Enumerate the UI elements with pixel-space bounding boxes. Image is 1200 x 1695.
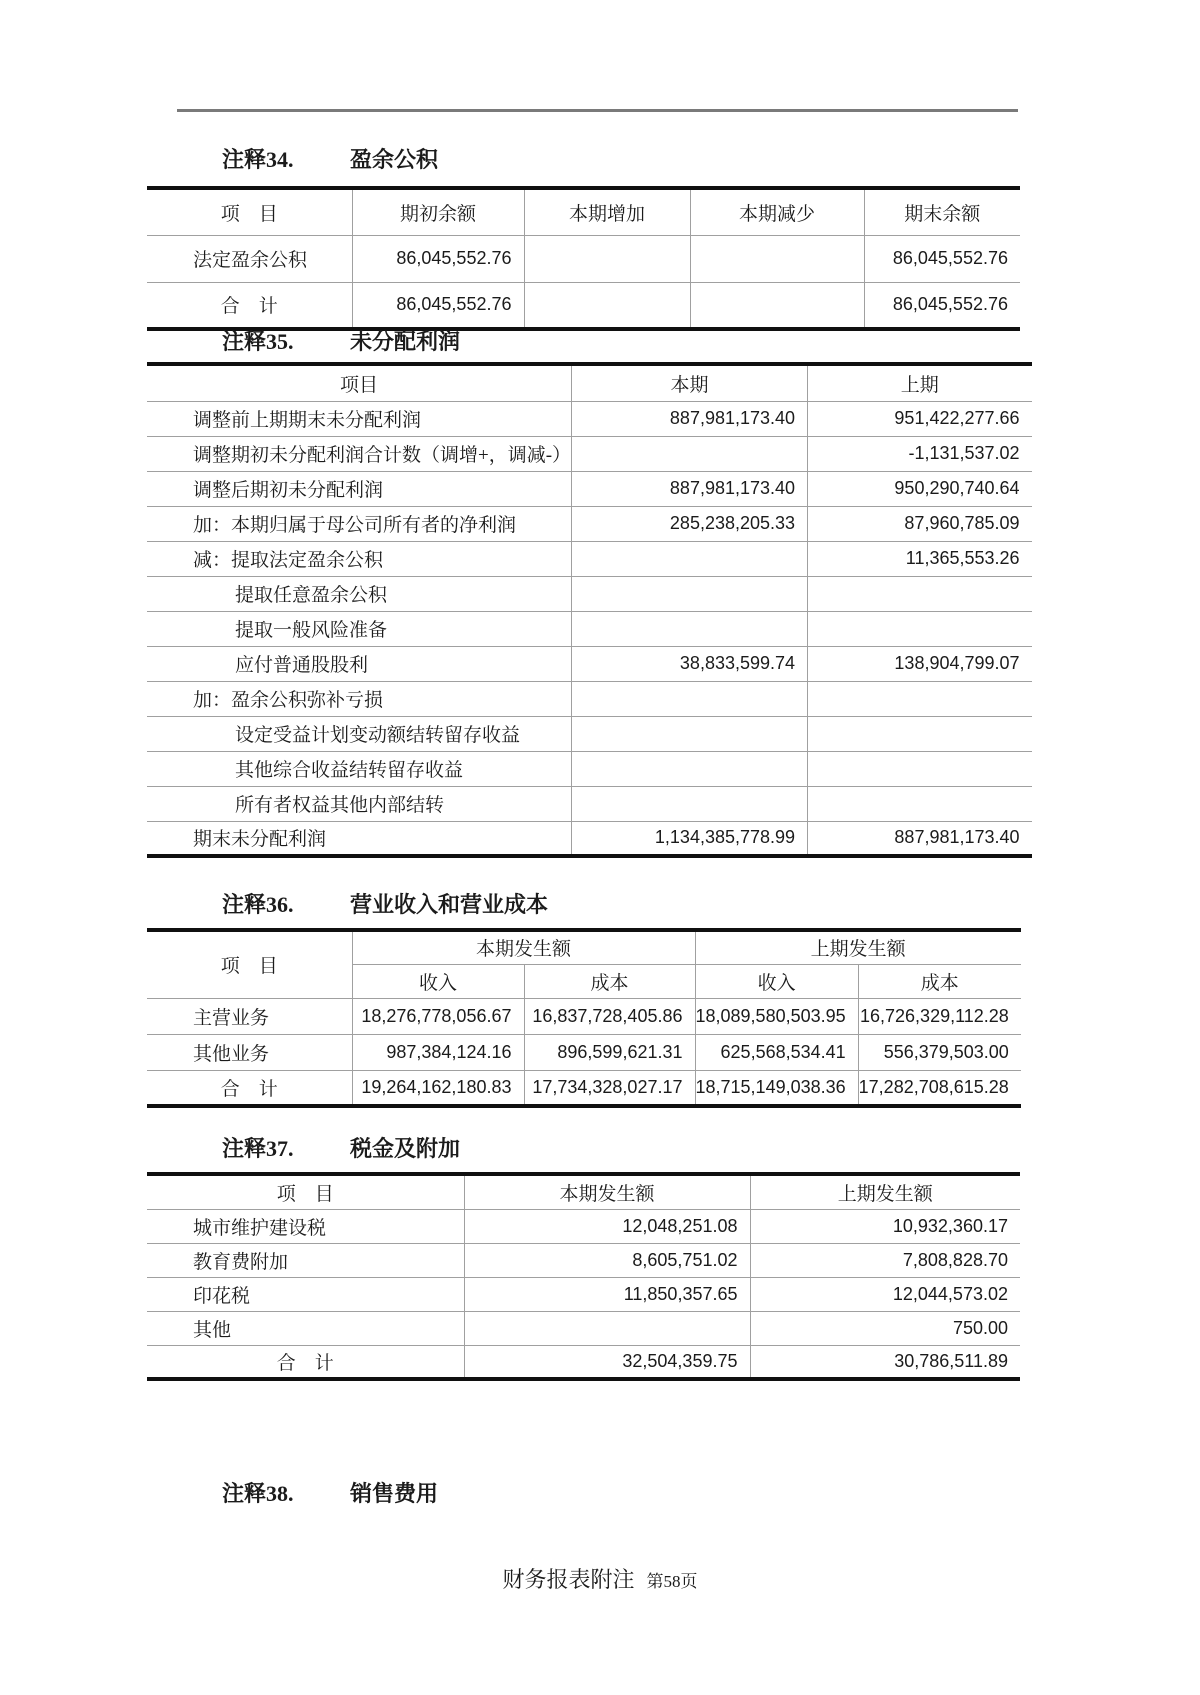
item-cell: 提取任意盈余公积	[147, 576, 572, 611]
header-cell: 本期发生额	[464, 1174, 750, 1209]
value-cell: 11,365,553.26	[808, 541, 1032, 576]
table-row	[147, 751, 1032, 786]
note37-table	[147, 1172, 1020, 1381]
heading-title: 销售费用	[350, 1481, 439, 1506]
note38-heading	[222, 1477, 438, 1508]
value-cell	[808, 751, 1032, 786]
value-cell: 887,981,173.40	[572, 471, 808, 506]
heading-number: 注释35.	[222, 329, 294, 354]
table-row	[147, 506, 1032, 541]
value-cell: 86,045,552.76	[864, 235, 1020, 282]
table-row	[147, 401, 1032, 436]
table-row	[147, 646, 1032, 681]
note36-heading	[222, 888, 548, 919]
value-cell: 11,850,357.65	[464, 1277, 750, 1311]
value-cell: 8,605,751.02	[464, 1243, 750, 1277]
table-row	[147, 1243, 1020, 1277]
value-cell: 86,045,552.76	[352, 235, 524, 282]
heading-title: 未分配利润	[350, 329, 461, 354]
value-cell: 87,960,785.09	[808, 506, 1032, 541]
table-row	[147, 541, 1032, 576]
value-cell: 10,932,360.17	[750, 1209, 1020, 1243]
header-cell: 项目	[147, 364, 572, 401]
note35-heading	[222, 325, 460, 356]
header-cell: 项 目	[147, 188, 352, 235]
value-cell	[808, 716, 1032, 751]
item-cell: 加：盈余公积弥补亏损	[147, 681, 572, 716]
item-cell: 其他综合收益结转留存收益	[147, 751, 572, 786]
value-cell: 17,282,708,615.28	[858, 1070, 1021, 1106]
value-cell: 750.00	[750, 1311, 1020, 1345]
item-cell: 教育费附加	[147, 1243, 464, 1277]
note34-table	[147, 186, 1020, 331]
table-row	[147, 576, 1032, 611]
table-row	[147, 1311, 1020, 1345]
header-cell: 期初余额	[352, 188, 524, 235]
value-cell: 7,808,828.70	[750, 1243, 1020, 1277]
value-cell	[572, 576, 808, 611]
value-cell	[808, 611, 1032, 646]
heading-number: 注释36.	[222, 892, 294, 917]
total-label-cell: 合 计	[147, 1070, 352, 1106]
table-row	[147, 471, 1032, 506]
value-cell: 38,833,599.74	[572, 646, 808, 681]
value-cell	[808, 786, 1032, 821]
table-total-row	[147, 282, 1020, 329]
table-header-row	[147, 364, 1032, 401]
value-cell: 86,045,552.76	[864, 282, 1020, 329]
value-cell: 12,044,573.02	[750, 1277, 1020, 1311]
header-cell: 本期增加	[524, 188, 690, 235]
value-cell: 1,134,385,778.99	[572, 821, 808, 856]
table-row	[147, 235, 1020, 282]
total-label-cell: 合 计	[147, 1345, 464, 1379]
header-cell: 本期减少	[690, 188, 864, 235]
value-cell: 138,904,799.07	[808, 646, 1032, 681]
heading-number: 注释34.	[222, 147, 294, 172]
header-cell: 上期发生额	[837, 1183, 933, 1205]
value-cell: 19,264,162,180.83	[352, 1070, 524, 1106]
value-cell	[524, 235, 690, 282]
value-cell: 18,715,149,038.36	[695, 1070, 858, 1106]
value-cell: 18,089,580,503.95	[695, 998, 858, 1034]
table-header-row	[147, 1174, 1020, 1209]
value-cell: 987,384,124.16	[352, 1034, 524, 1070]
footer-page-number: 第58页	[646, 1572, 698, 1591]
page-footer	[0, 1563, 1200, 1594]
value-cell	[572, 751, 808, 786]
table-total-row	[147, 1070, 1021, 1106]
item-cell: 调整期初未分配利润合计数（调增+，调减-）	[147, 436, 572, 471]
value-cell: 887,981,173.40	[808, 821, 1032, 856]
note37-heading	[222, 1132, 460, 1163]
header-cell: 成本	[524, 964, 695, 998]
value-cell	[808, 681, 1032, 716]
item-cell: 设定受益计划变动额结转留存收益	[147, 716, 572, 751]
table-total-row	[147, 1345, 1020, 1379]
value-cell	[690, 282, 864, 329]
value-cell	[808, 576, 1032, 611]
header-cell: 项 目	[147, 930, 352, 998]
note36-table	[147, 928, 1021, 1108]
item-cell: 调整前上期期末未分配利润	[147, 401, 572, 436]
value-cell: 16,837,728,405.86	[524, 998, 695, 1034]
item-cell: 加：本期归属于母公司所有者的净利润	[147, 506, 572, 541]
item-cell: 法定盈余公积	[147, 235, 352, 282]
table-row	[147, 716, 1032, 751]
item-cell: 应付普通股股利	[147, 646, 572, 681]
value-cell: 625,568,534.41	[695, 1034, 858, 1070]
total-label-cell: 合 计	[147, 282, 352, 329]
header-cell: 上期	[900, 374, 939, 396]
note35-table	[147, 362, 1032, 858]
header-cell: 本期	[572, 364, 808, 401]
header-cell: 期末余额	[904, 203, 981, 225]
item-cell: 印花税	[147, 1277, 464, 1311]
item-cell: 提取一般风险准备	[147, 611, 572, 646]
item-cell: 减：提取法定盈余公积	[147, 541, 572, 576]
header-cell: 收入	[352, 964, 524, 998]
value-cell: 17,734,328,027.17	[524, 1070, 695, 1106]
value-cell	[572, 681, 808, 716]
value-cell: 86,045,552.76	[352, 282, 524, 329]
footer-title: 财务报表附注	[502, 1567, 635, 1592]
table-row	[147, 786, 1032, 821]
table-header-row	[147, 188, 1020, 235]
header-cell: 成本	[858, 964, 1021, 998]
page-top-divider	[177, 109, 1018, 112]
item-cell: 调整后期初未分配利润	[147, 471, 572, 506]
item-cell: 其他业务	[147, 1034, 352, 1070]
value-cell: 951,422,277.66	[808, 401, 1032, 436]
value-cell	[572, 611, 808, 646]
value-cell	[690, 235, 864, 282]
table-row	[147, 436, 1032, 471]
table-row	[147, 681, 1032, 716]
value-cell	[572, 716, 808, 751]
header-cell: 上期发生额	[810, 939, 906, 961]
heading-title: 盈余公积	[350, 147, 439, 172]
table-row	[147, 1277, 1020, 1311]
item-cell: 所有者权益其他内部结转	[147, 786, 572, 821]
note34-heading	[222, 143, 438, 174]
value-cell	[572, 786, 808, 821]
header-cell: 项 目	[147, 1174, 464, 1209]
value-cell	[524, 282, 690, 329]
heading-title: 税金及附加	[350, 1136, 461, 1161]
value-cell: 12,048,251.08	[464, 1209, 750, 1243]
table-row	[147, 821, 1032, 856]
value-cell	[572, 541, 808, 576]
heading-number: 注释38.	[222, 1481, 294, 1506]
value-cell	[464, 1311, 750, 1345]
value-cell: 16,726,329,112.28	[858, 998, 1021, 1034]
heading-title: 营业收入和营业成本	[350, 892, 549, 917]
value-cell: -1,131,537.02	[808, 436, 1032, 471]
value-cell: 556,379,503.00	[858, 1034, 1021, 1070]
value-cell: 887,981,173.40	[572, 401, 808, 436]
value-cell: 950,290,740.64	[808, 471, 1032, 506]
header-cell: 本期发生额	[352, 930, 695, 964]
item-cell: 期末未分配利润	[147, 821, 572, 856]
heading-number: 注释37.	[222, 1136, 294, 1161]
item-cell: 主营业务	[147, 998, 352, 1034]
value-cell: 32,504,359.75	[464, 1345, 750, 1379]
table-row	[147, 998, 1021, 1034]
table-row	[147, 1034, 1021, 1070]
value-cell	[572, 436, 808, 471]
header-cell: 收入	[695, 964, 858, 998]
value-cell: 30,786,511.89	[750, 1345, 1020, 1379]
value-cell: 896,599,621.31	[524, 1034, 695, 1070]
item-cell: 城市维护建设税	[147, 1209, 464, 1243]
table-row	[147, 611, 1032, 646]
value-cell: 285,238,205.33	[572, 506, 808, 541]
item-cell: 其他	[147, 1311, 464, 1345]
table-header-row	[147, 930, 1021, 964]
value-cell: 18,276,778,056.67	[352, 998, 524, 1034]
table-row	[147, 1209, 1020, 1243]
